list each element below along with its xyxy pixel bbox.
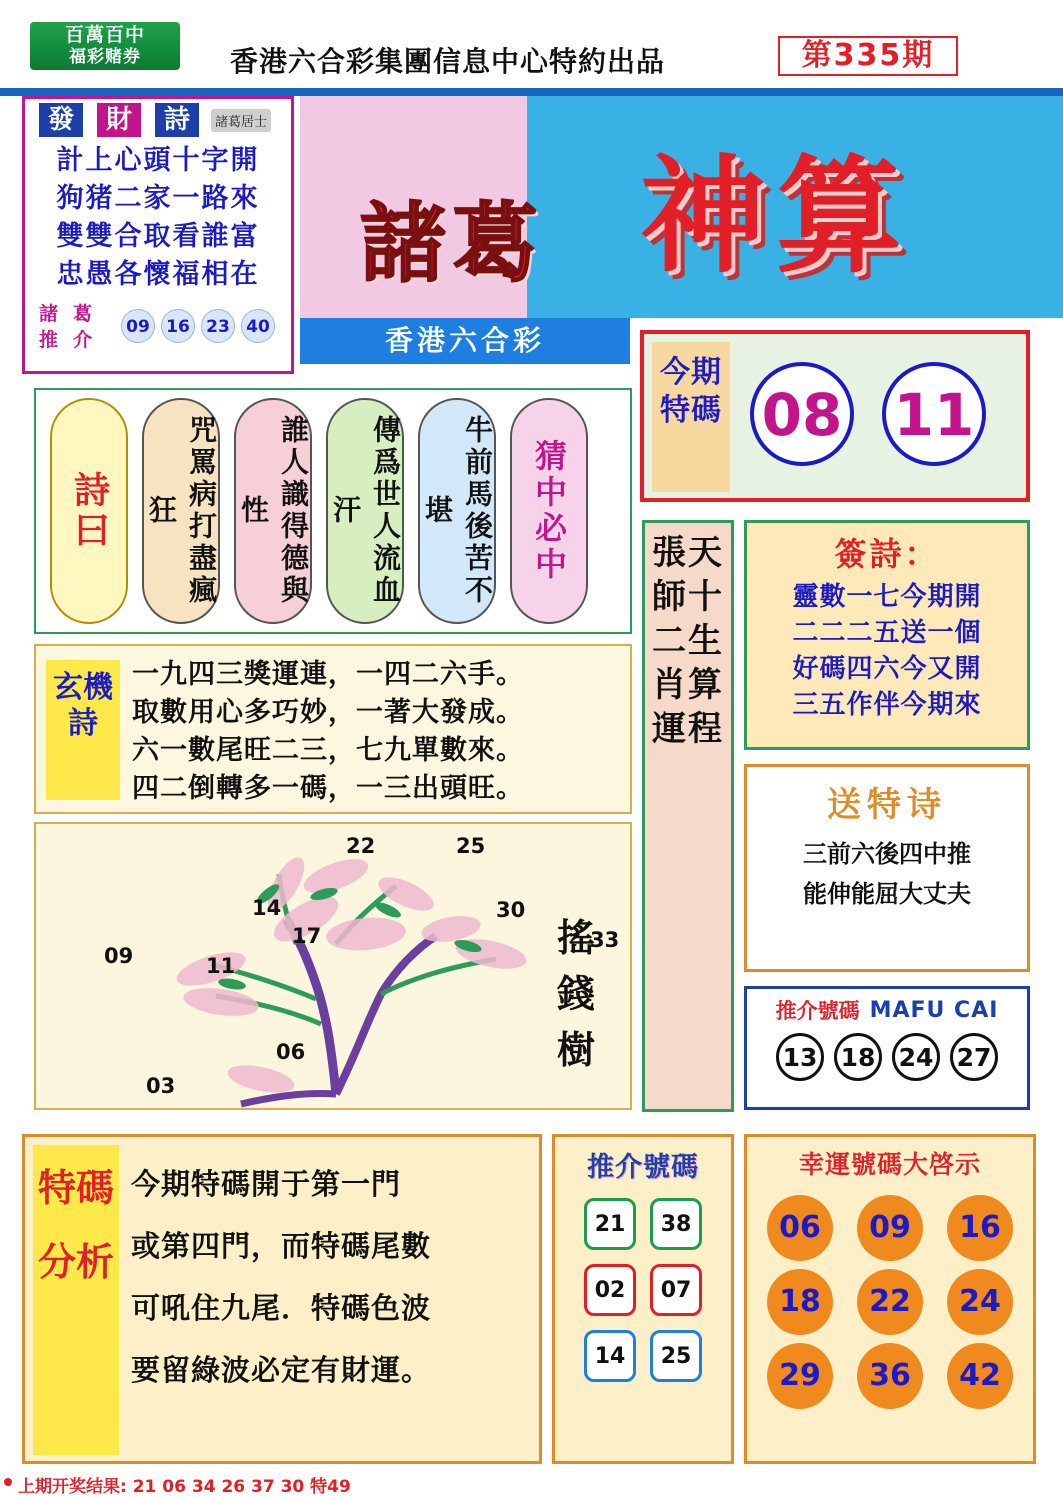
songte-line: 能伸能屈大丈夫 <box>803 880 971 908</box>
recommended-number: 27 <box>950 1033 998 1081</box>
tree-number: 11 <box>206 954 236 978</box>
lucky-number: 36 <box>857 1343 923 1409</box>
recommended-bottom-number: 38 <box>650 1198 702 1250</box>
tree-number: 09 <box>104 944 134 968</box>
footer <box>0 1470 1063 1496</box>
recommended-numbers-list <box>747 1033 1027 1081</box>
bullet-icon <box>4 1478 12 1486</box>
facai-title-char-2: 財 <box>97 103 141 137</box>
facai-recommend-label <box>39 301 117 353</box>
recommended-numbers-card <box>744 986 1030 1110</box>
previous-result-text: 上期开奖结果: 21 06 34 26 37 30 特49 <box>18 1477 351 1497</box>
tema-analysis-card <box>22 1134 542 1464</box>
tree-number: 22 <box>346 834 376 858</box>
tree-number: 33 <box>590 928 620 952</box>
today-special-ball: 08 <box>750 362 854 466</box>
recommended-bottom-row <box>555 1330 731 1382</box>
today-special-label: 今期特碼 <box>652 342 730 492</box>
recommended-number: 13 <box>776 1033 824 1081</box>
lucky-number: 29 <box>767 1343 833 1409</box>
tree-caption: 搖錢樹 <box>556 916 595 1072</box>
facai-poem-line-3: 雙雙合取看誰富 <box>56 221 260 252</box>
tema-analysis-text <box>131 1153 531 1401</box>
shiyue-capsule-5: 猜中必中 <box>510 398 588 624</box>
lucky-number: 16 <box>947 1195 1013 1261</box>
shiyue-capsules <box>34 388 632 634</box>
main-heading-left: 諸葛 <box>360 194 544 294</box>
issue-badge: 第335期 <box>778 36 958 76</box>
xuanji-line: 取數用心多巧妙，一著大發成。 <box>132 697 524 728</box>
recommended-bottom-number: 21 <box>584 1198 636 1250</box>
logo-line-1: 百萬百中 <box>64 24 145 46</box>
facai-label-b: 葛 <box>73 303 93 325</box>
zhangtianshi-banner: 張天師十二生肖算運程 <box>642 520 734 1112</box>
facai-title-char-3: 詩 <box>155 103 199 137</box>
shiyue-capsule-2: 誰人識得德與性 <box>234 398 312 624</box>
facai-poem-line-1: 計上心頭十字開 <box>56 145 260 176</box>
recommended-numbers-bottom-card <box>552 1134 734 1464</box>
recommended-bottom-row <box>555 1198 731 1250</box>
header-divider <box>0 88 1063 96</box>
facai-author: 諸葛居士 <box>211 109 271 132</box>
recommended-bottom-number: 14 <box>584 1330 636 1382</box>
lottery-name-banner: 香港六合彩 <box>300 318 630 364</box>
tree-number: 30 <box>496 898 526 922</box>
recommended-bottom-row <box>555 1264 731 1316</box>
recommended-bottom-number: 25 <box>650 1330 702 1382</box>
tema-line: 要留綠波必定有財運。 <box>131 1353 432 1387</box>
recommended-number: 18 <box>834 1033 882 1081</box>
songte-card <box>744 764 1030 972</box>
recommended-bottom-title: 推介號碼 <box>587 1152 699 1183</box>
qianshi-line: 三五作伴今期來 <box>792 690 982 720</box>
qianshi-line: 靈數一七今期開 <box>792 582 982 612</box>
xuanji-line: 六一數尾旺二三，七九單數來。 <box>132 735 524 766</box>
lucky-numbers-grid <box>747 1181 1033 1423</box>
xuanji-label: 玄機詩 <box>46 660 120 800</box>
recommended-bottom-number: 07 <box>650 1264 702 1316</box>
recommended-number: 24 <box>892 1033 940 1081</box>
main-heading <box>320 104 1020 304</box>
shiyue-capsule-3: 傳爲世人流血汗 <box>326 398 404 624</box>
today-special-card <box>640 330 1030 502</box>
songte-title: 送特诗 <box>827 785 947 825</box>
lucky-numbers-title: 幸運號碼大啓示 <box>798 1150 981 1179</box>
facai-poem-line-4: 忠愚各懷福相在 <box>56 259 260 290</box>
facai-label-d: 介 <box>73 329 93 351</box>
tema-line: 或第四門，而特碼尾數 <box>131 1229 432 1263</box>
recommended-label-en: MAFU CAI <box>869 997 999 1023</box>
lucky-number: 22 <box>857 1269 923 1335</box>
logo-line-2: 福彩赌券 <box>69 47 141 67</box>
tree-number: 06 <box>276 1040 306 1064</box>
qianshi-title: 簽詩： <box>834 535 940 573</box>
xuanji-poem-card <box>34 644 632 814</box>
page-title: 香港六合彩集團信息中心特約出品 <box>230 45 666 78</box>
xuanji-lines <box>132 656 624 808</box>
songte-line: 三前六後四中推 <box>803 840 971 868</box>
facai-number: 09 <box>121 309 155 343</box>
recommended-label-cn: 推介號碼 <box>775 999 860 1023</box>
facai-title-char-1: 發 <box>39 103 83 137</box>
money-tree-illustration <box>34 822 632 1110</box>
facai-number-list <box>121 309 275 343</box>
lucky-number: 24 <box>947 1269 1013 1335</box>
lucky-numbers-card <box>744 1134 1036 1464</box>
facai-number: 23 <box>201 309 235 343</box>
tree-number: 17 <box>292 924 322 948</box>
header <box>0 0 1063 88</box>
xuanji-line: 一九四三獎運連，一四二六手。 <box>132 659 524 690</box>
recommended-numbers-header <box>747 993 1027 1027</box>
facai-number: 16 <box>161 309 195 343</box>
tree-number: 03 <box>146 1074 176 1098</box>
facai-title <box>25 99 291 141</box>
qianshi-line: 好碼四六今又開 <box>792 654 982 684</box>
tema-line: 今期特碼開于第一門 <box>131 1167 402 1201</box>
lucky-number: 09 <box>857 1195 923 1261</box>
lucky-number: 42 <box>947 1343 1013 1409</box>
lucky-number: 06 <box>767 1195 833 1261</box>
tree-number: 14 <box>252 896 282 920</box>
facai-poem-card <box>22 96 294 374</box>
facai-poem-line-2: 狗猪二家一路來 <box>56 183 260 214</box>
main-heading-right: 神算 <box>640 143 912 290</box>
today-special-ball: 11 <box>882 362 986 466</box>
tema-analysis-label: 特碼分析 <box>33 1145 119 1455</box>
facai-recommend-row <box>25 299 291 357</box>
qianshi-line: 二二二五送一個 <box>792 618 982 648</box>
recommended-bottom-number: 02 <box>584 1264 636 1316</box>
brand-logo <box>30 22 180 70</box>
facai-label-c: 推 <box>39 329 59 351</box>
xuanji-line: 四二倒轉多一碼，一三出頭旺。 <box>132 773 524 804</box>
shiyue-capsule-4: 牛前馬後苦不堪 <box>418 398 496 624</box>
shiyue-capsule-1: 咒罵病打盡瘋狂 <box>142 398 220 624</box>
facai-label-a: 諸 <box>39 303 59 325</box>
tema-line: 可吼住九尾．特碼色波 <box>131 1291 432 1325</box>
tree-number: 25 <box>456 834 486 858</box>
qianshi-card <box>744 520 1030 750</box>
lucky-number: 18 <box>767 1269 833 1335</box>
shiyue-capsule-0: 詩曰 <box>50 398 128 624</box>
facai-number: 40 <box>241 309 275 343</box>
